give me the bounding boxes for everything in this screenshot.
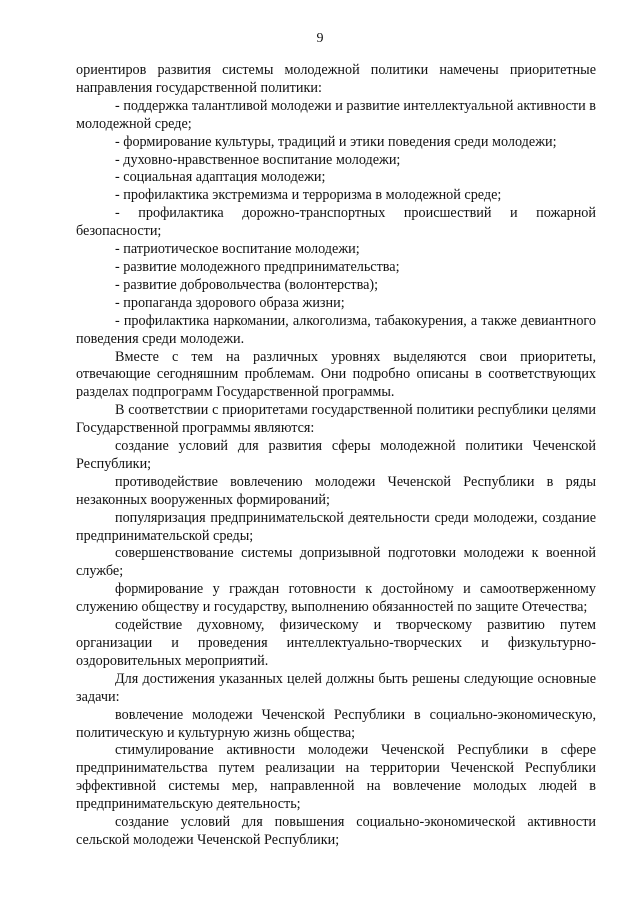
list-item: - духовно-нравственное воспитание молодежи;: [115, 151, 401, 168]
goal-item: противодействие вовлечению молодежи Чеченской Республики в ряды незаконных вооруженных формирований;: [76, 473, 596, 508]
list-item: - профилактика наркомании, алкоголизма, табакокурения, а также девиантного поведения среди молодежи.: [76, 312, 596, 347]
list-item: - профилактика дорожно-транспортных происшествий и пожарной безопасности;: [76, 205, 596, 240]
task-item: стимулирование активности молодежи Чеченской Республики в сфере предпринимательства путем реализации на территории Чеченской Республики эффективной системы мер, направленной на вовлечение молодых людей в предпринимательскую деятельность;: [76, 742, 596, 813]
list-item: - поддержка талантливой молодежи и развитие интеллектуальной активности в молодежной среде;: [76, 97, 596, 132]
goal-item: совершенствование системы допризывной подготовки молодежи к военной службе;: [76, 545, 596, 580]
list-item: - развитие молодежного предпринимательства;: [115, 258, 400, 275]
goal-item: содействие духовному, физическому и творческому развитию путем организации и проведения интеллектуально-творческих и физкультурно-оздоровительных мероприятий.: [76, 617, 596, 669]
task-item: вовлечение молодежи Чеченской Республики в социально-экономическую, политическую и культурную жизнь общества;: [76, 706, 596, 741]
page-number: 9: [316, 31, 324, 46]
paragraph: Для достижения указанных целей должны быть решены следующие основные задачи:: [76, 670, 596, 705]
list-item: - развитие добровольчества (волонтерства);: [115, 276, 379, 293]
goal-item: популяризация предпринимательской деятельности среди молодежи, создание предпринимательской среды;: [76, 509, 596, 544]
goal-item: создание условий для развития сферы молодежной политики Чеченской Республики;: [76, 438, 596, 472]
list-item: - формирование культуры, традиций и этики поведения среди молодежи;: [115, 133, 557, 150]
paragraph: Вместе с тем на различных уровнях выделяются свои приоритеты, отвечающие сегодняшним проблемам. Они подробно описаны в соответствующих разделах подпрограмм Государственной программы.: [76, 348, 596, 401]
goal-item: формирование у граждан готовности к достойному и самоотверженному служению обществу и государству, выполнению обязанностей по защите Отечества;: [76, 581, 596, 616]
list-item: - патриотическое воспитание молодежи;: [115, 241, 360, 258]
paragraph: В соответствии с приоритетами государственной политики республики целями Государственной программы являются:: [76, 402, 596, 437]
list-item: - профилактика экстремизма и терроризма в молодежной среде;: [115, 187, 502, 204]
list-item: - социальная адаптация молодежи;: [115, 169, 326, 186]
paragraph: ориентиров развития системы молодежной политики намечены приоритетные направления государственной политики:: [76, 62, 596, 96]
document-body: [76, 62, 596, 850]
list-item: - пропаганда здорового образа жизни;: [115, 294, 345, 311]
task-item: создание условий для повышения социально-экономической активности сельской молодежи Чеченской Республики;: [76, 814, 596, 848]
